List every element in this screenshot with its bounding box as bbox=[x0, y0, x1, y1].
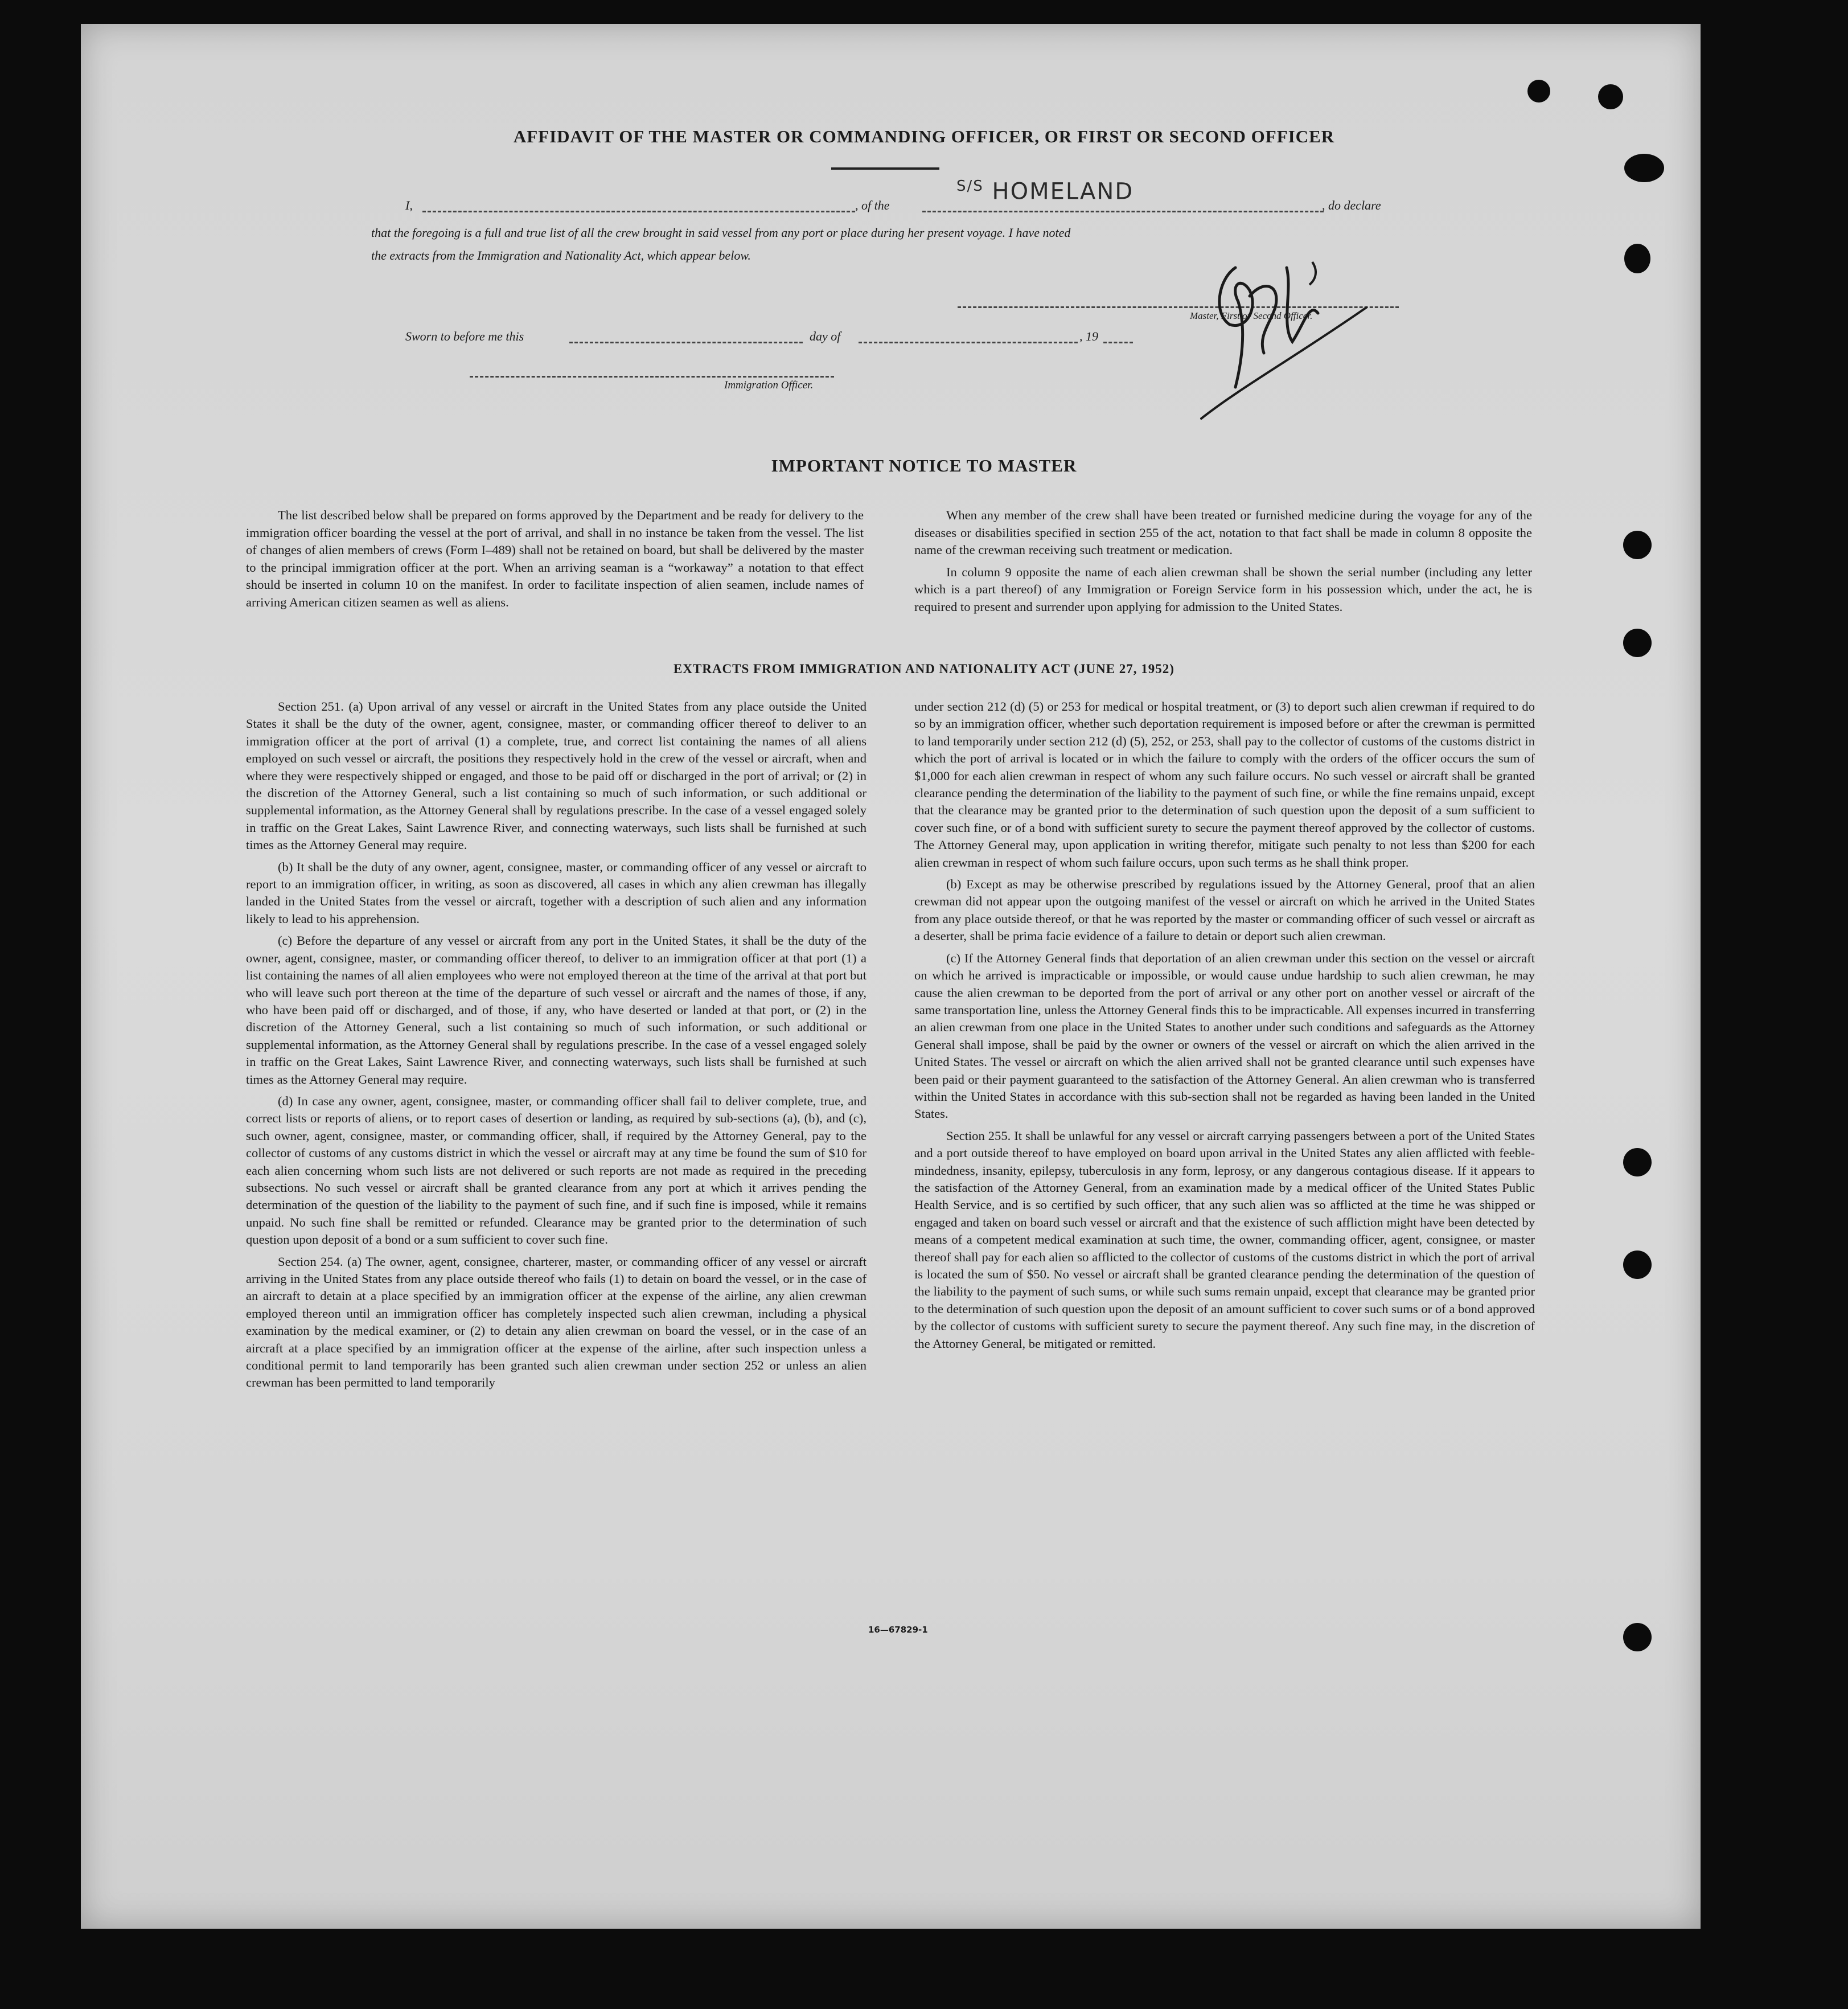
punch-hole bbox=[1623, 629, 1652, 657]
signature-scrawl bbox=[1196, 245, 1383, 427]
form-number: 16—67829-1 bbox=[868, 1625, 928, 1635]
punch-hole bbox=[1623, 1148, 1652, 1176]
section-251-a: Section 251. (a) Upon arrival of any vessel or aircraft in the United States from any place outside the United States it shall be the duty of the owner, agent, consignee, master, or commanding officer thereof to deliver to an immigration officer at the port of arrival (1) a complete, true, and correct list containing the names of all aliens employed on such vessel or aircraft, the positions they respectively hold in the crew of the vessel or aircraft, when and where they were respectively shipped or engaged, and those to be paid off or discharged in the port of arrival; or (2) in the discretion of the Attorney General, such a list containing so much of such information, or such additional or supplemental information, as the Attorney General shall by regulations prescribe. In the case of a vessel engaged solely in traffic on the Great Lakes, Saint Lawrence River, and connecting waterways, such lists shall be furnished at such times as the Attorney General may require. bbox=[246, 699, 866, 852]
name-line bbox=[422, 211, 855, 212]
do-declare-label: , do declare bbox=[1322, 198, 1381, 212]
section-254-a: Section 254. (a) The owner, agent, consignee, charterer, master, or commanding officer of any vessel or aircraft arriving in the United States from any place outside thereof who fails (1) to detain on board the vessel, or in the case of an aircraft to detain at a place specified by an immigration officer at the expense of the airline, any alien crewman employed thereon until an immigration officer has completely inspected such alien crewman, including a physical examination by the medical examiner, or (2) to detain any alien crewman on board the vessel, or in the case of an aircraft at a place specified by an immigration officer at the expense of the airline, after such inspection unless a conditional permit to land temporarily has been granted such alien crewman under section 252 or unless an alien crewman has been permitted to land temporarily bbox=[246, 1254, 866, 1390]
section-254-a-continued: under section 212 (d) (5) or 253 for medical or hospital treatment, or (3) to deport such alien crewman if required to do so by an immigration officer, whether such deportation requirement is imposed before or after the crewman is permitted to land temporarily under section 212 (d) (5), 252, or 253, shall pay to the collector of customs of the customs district in which the port of arrival is located or in which the failure to comply with the orders of the officer occurs the sum of $1,000 for each alien crewman in respect of whom any such failure occurs. No such vessel or aircraft shall be granted clearance pending the determination of the liability to the payment of such fine, or while the fine remains unpaid, except that the clearance may be granted prior to the determination of such question upon the deposit of a sum sufficient to cover such fine, or of a bond with sufficient surety to secure the payment thereof approved by the collector of customs. The Attorney General may, upon application in writing therefor, mitigate such penalty to not less than $200 for each alien crewman in respect of whom such failure occurs, upon such terms as he shall think proper. bbox=[914, 699, 1535, 870]
punch-hole bbox=[1624, 154, 1664, 182]
notice-left-paragraph: The list described below shall be prepared on forms approved by the Department and be ready for delivery to the immigration officer boarding the vessel at the port of arrival, and shall in no instance be taken from the vessel. The list of changes of alien members of crews (Form I–489) shall not be retained on board, but shall be delivered by the master to the principal immigration officer at the port. When an arriving seaman is a “workaway” a notation to that effect should be inserted in column 10 on the manifest. In order to facilitate inspection of alien seamen, include names of arriving American citizen seamen as well as aliens. bbox=[246, 508, 864, 609]
section-255: Section 255. It shall be unlawful for any vessel or aircraft carrying passengers between a port of the United States and a port outside thereof to have employed on board upon arrival in the United States any alien afflicted with feeble-mindedness, insanity, epilepsy, tuberculosis in any form, leprosy, or any dangerous contagious disease. If it appears to the satisfaction of the Attorney General, from an examination made by a medical officer of the United States Public Health Service, and is so certified by such officer, that any such alien was so afflicted at the time he was shipped or engaged and taken on board such vessel or aircraft and that the existence of such affliction might have been detected by means of a competent medical examination at such time, the owner, commanding officer, agent, consignee, or master thereof shall pay for each alien so afflicted to the collector of customs of the customs district in which the port of arrival is located the sum of $50. No vessel or aircraft shall be granted clearance pending the determination of the question of the liability to the payment of such sums, or while such sums remain unpaid, except that clearance may be granted prior to the determination of such question upon the deposit of an amount sufficient to cover such sums or of a bond approved by the collector of customs with sufficient surety to secure the payment thereof. Any such fine may, in the discretion of the Attorney General, be mitigated or remitted. bbox=[914, 1128, 1535, 1351]
notice-right-paragraph-1: When any member of the crew shall have been treated or furnished medicine during the voyage for any of the diseases or disabilities specified in section 255 of the act, notation to that fact shall be made in column 8 opposite the name of the crewman receiving such treatment or medication. bbox=[914, 508, 1532, 557]
extracts-left-column bbox=[246, 698, 866, 1396]
section-254-b: (b) Except as may be otherwise prescribed by regulations issued by the Attorney General, proof that an alien crewman did not appear upon the outgoing manifest of the vessel or aircraft on which he arrived in the United States from any place outside thereof, or that he was reported by the master or commanding officer of such vessel or aircraft as a deserter, shall be prima facie evidence of a failure to detain or deport such alien crewman. bbox=[914, 877, 1535, 944]
punch-hole bbox=[1624, 244, 1650, 273]
extracts-title: EXTRACTS FROM IMMIGRATION AND NATIONALITY ACT (JUNE 27, 1952) bbox=[674, 662, 1174, 676]
affidavit-line-3: the extracts from the Immigration and Nationality Act, which appear below. bbox=[371, 248, 751, 263]
sworn-label: Sworn to before me this bbox=[405, 329, 524, 343]
punch-hole bbox=[1598, 84, 1623, 109]
year-line bbox=[1103, 342, 1133, 343]
year-label: , 19 bbox=[1079, 329, 1098, 343]
affidavit-title: AFFIDAVIT OF THE MASTER OR COMMANDING OFFICER, OR FIRST OR SECOND OFFICER bbox=[513, 126, 1335, 146]
section-251-b: (b) It shall be the duty of any owner, agent, consignee, master, or commanding officer of any vessel or aircraft to report to an immigration officer, in writing, as soon as discovered, all cases in which any alien crewman has illegally landed in the United States from the vessel or aircraft, together with a description of such alien and any information likely to lead to his apprehension. bbox=[246, 859, 866, 926]
punch-hole bbox=[1623, 1623, 1652, 1651]
section-254-c: (c) If the Attorney General finds that deportation of an alien crewman under this section on the vessel or aircraft on which he arrived is impracticable or impossible, or would cause undue hardship to such alien crewman, he may cause the alien crewman to be deported from the port of arrival or any other port on another vessel or aircraft of the same transportation line, unless the Attorney General finds this to be impracticable. All expenses incurred in transferring an alien crewman from one place in the United States to another under such conditions and safeguards as the Attorney General shall impose, shall be paid by the owner or owners of the vessel or aircraft on which the alien arrived in the United States. The vessel or aircraft on which the alien arrived shall not be granted clearance until such expenses have been paid or their payment guaranteed to the satisfaction of the Attorney General. An alien crewman who is transferred within the United States in accordance with this sub-section shall not be regarded as having been landed in the United States. bbox=[914, 950, 1535, 1121]
section-251-d: (d) In case any owner, agent, consignee, master, or commanding officer shall fail to deliver complete, true, and correct lists or reports of aliens, or to report cases of desertion or landing, as required by sub-sections (a), (b), and (c), such owner, agent, consignee, master, or commanding officer, shall, if required by the Attorney General, pay to the collector of customs of any customs district in which the vessel or aircraft may at any time be found the sum of $10 for each alien concerning whom such lists are not delivered or such reports are not made as required in the preceding subsections. No such vessel or aircraft shall be granted clearance from any port at which it arrives pending the determination of the question of the liability to the payment of such fine, and if such fine is imposed, while it remains unpaid. No such fine shall be remitted or refunded. Clearance may be granted prior to the determination of such question upon deposit of a bond or a sum sufficient to cover such fine. bbox=[246, 1093, 866, 1247]
officer-signature-line bbox=[470, 376, 834, 378]
sworn-date-line bbox=[569, 342, 803, 343]
vessel-line bbox=[922, 211, 1324, 212]
punch-hole bbox=[1623, 1250, 1652, 1279]
vessel-stamp-prefix: S/S bbox=[956, 178, 984, 195]
section-251-c: (c) Before the departure of any vessel or aircraft from any port in the United States, it shall be the duty of the owner, agent, consignee, master, or commanding officer thereof, to deliver to an immigration officer at that port (1) a list containing the names of all alien employees who were not employed thereon at the time of the arrival at that port but who will leave such port thereon at the time of the departure of such vessel or aircraft and the names of those, if any, who have been paid off or discharged, and of those, if any, who have deserted or landed at that port, or (2) in the discretion of the Attorney General, such a list containing so much of such information, or such additional or supplemental information, as the Attorney General shall by regulations prescribe. In the case of a vessel engaged solely in traffic on the Great Lakes, Saint Lawrence River, and connecting waterways, such lists shall be furnished at such times as the Attorney General may require. bbox=[246, 933, 866, 1086]
of-the-label: , of the bbox=[855, 198, 890, 212]
notice-left-column bbox=[246, 507, 864, 616]
day-of-label: day of bbox=[810, 329, 841, 343]
vessel-stamp bbox=[956, 178, 1134, 204]
notice-right-column bbox=[914, 507, 1532, 620]
punch-hole bbox=[1623, 531, 1652, 559]
affidavit-line-2: that the foregoing is a full and true list of all the crew brought in said vessel from any port or place during her present voyage. I have noted bbox=[371, 226, 1071, 240]
signatory-caption: Master, First or Second Officer. bbox=[1190, 310, 1313, 321]
notice-title: IMPORTANT NOTICE TO MASTER bbox=[771, 456, 1077, 475]
extracts-right-column bbox=[914, 698, 1535, 1357]
affidavit-i: I, bbox=[405, 198, 413, 212]
punch-hole bbox=[1527, 80, 1550, 102]
title-rule bbox=[831, 167, 939, 170]
month-line bbox=[859, 342, 1078, 343]
vessel-name: HOMELAND bbox=[992, 178, 1134, 205]
notice-right-paragraph-2: In column 9 opposite the name of each alien crewman shall be shown the serial number (including any letter which is a part thereof) of any Immigration or Foreign Service form in his possession which, under the act, he is required to present and surrender upon applying for admission to the United States. bbox=[914, 564, 1532, 614]
immigration-officer-caption: Immigration Officer. bbox=[724, 379, 814, 391]
